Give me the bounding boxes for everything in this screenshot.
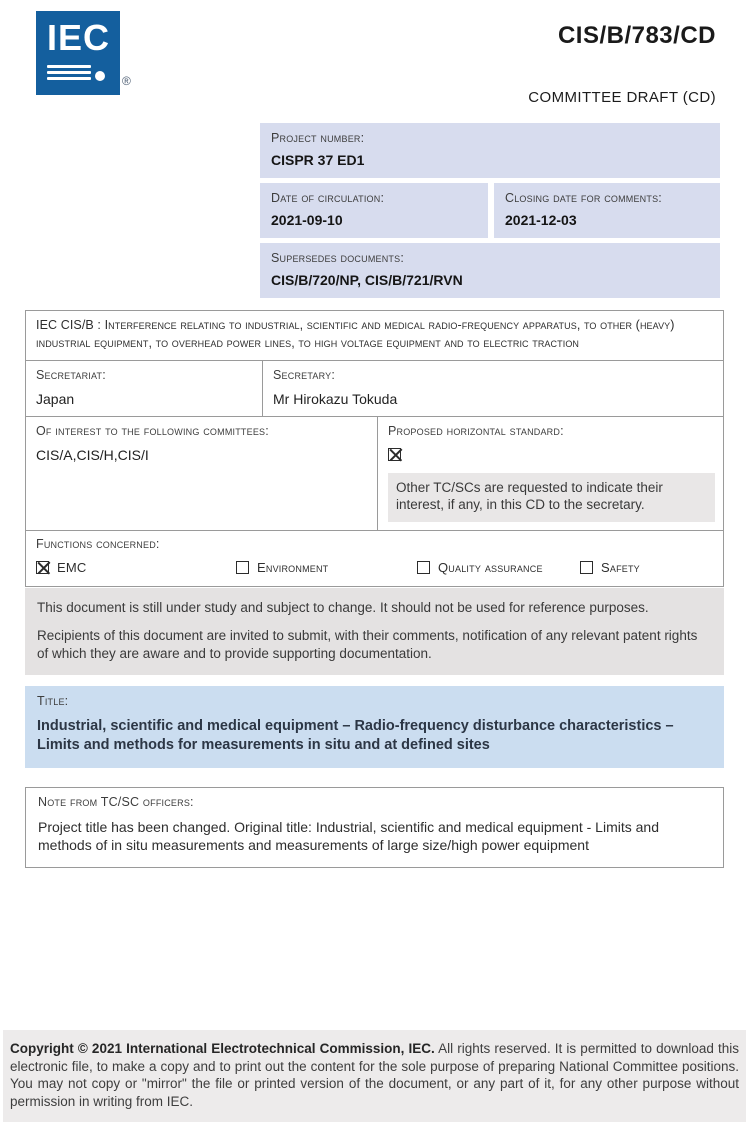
closing-date-value: 2021-12-03	[505, 212, 577, 228]
function-option-safety	[580, 560, 640, 575]
supersedes-label: Supersedes documents:	[271, 251, 404, 265]
horizontal-standard-checkbox	[388, 448, 401, 461]
quality-assurance-label: Quality assurance	[438, 559, 543, 575]
horizontal-standard-label: Proposed horizontal standard:	[388, 423, 564, 438]
interest-cell	[26, 417, 378, 530]
title-value: Industrial, scientific and medical equipment – Radio-frequency disturbance characteristics – Limits and methods for measurements in situ and at defined sites	[37, 718, 674, 753]
secretariat-cell	[26, 361, 263, 416]
closing-date-label: Closing date for comments:	[505, 191, 662, 205]
copyright-footer	[3, 1030, 746, 1122]
secretariat-label: Secretariat:	[36, 367, 106, 382]
copyright-text: All rights reserved. It is permitted to download this electronic file, to make a copy and to print out the content for the sole purpose of preparing National Committee positions. You may not copy or "mirror" the file or printed version of the document, or any part of it, for any other purpose without permission in writing from IEC.	[10, 1041, 740, 1109]
secretary-label: Secretary:	[273, 367, 335, 382]
secretariat-value: Japan	[36, 390, 75, 407]
functions-concerned-box	[25, 530, 724, 587]
date-of-circulation-label: Date of circulation:	[271, 191, 385, 205]
tcsc-note-box	[25, 787, 724, 868]
interest-label: Of interest to the following committees:	[36, 423, 269, 438]
iec-logo-text: IEC	[47, 17, 111, 58]
committee-description: IEC CIS/B : Interference relating to industrial, scientific and medical radio-frequency apparatus, to other (heavy) industrial equipment, to overhead power lines, to high voltage equipment and to electric traction	[25, 310, 724, 361]
closing-date-box	[494, 183, 720, 238]
tcsc-note-value: Project title has been changed. Original title: Industrial, scientific and medical equipment - Limits and methods of in situ measurements and measurements of large size/high power equipment	[38, 819, 659, 854]
horizontal-standard-cell	[378, 417, 723, 530]
function-option-quality-assurance	[417, 560, 580, 575]
function-option-emc	[36, 560, 236, 575]
tcsc-note-label: Note from TC/SC officers:	[38, 795, 194, 809]
supersedes-box	[260, 243, 720, 298]
secretariat-row	[25, 360, 724, 417]
study-notice-box	[25, 588, 724, 675]
document-reference: CIS/B/783/CD	[557, 22, 716, 49]
committee-table	[25, 310, 724, 587]
project-number-label: Project number:	[271, 131, 365, 145]
interest-row	[25, 416, 724, 531]
iec-logo-dot-icon	[95, 71, 105, 81]
study-notice-paragraph-2: Recipients of this document are invited to submit, with their comments, notification of any relevant patent rights of which they are aware and to provide supporting documentation.	[37, 628, 698, 661]
project-number-value: CISPR 37 ED1	[271, 152, 365, 168]
title-box	[25, 686, 724, 768]
secretary-cell	[263, 361, 723, 416]
dates-row	[260, 183, 720, 238]
interest-value: CIS/A,CIS/H,CIS/I	[36, 446, 149, 463]
function-option-environment	[236, 560, 417, 575]
safety-checkbox	[580, 561, 593, 574]
project-number-box	[260, 123, 720, 178]
functions-options-row	[36, 560, 713, 575]
horizontal-standard-note: Other TC/SCs are requested to indicate their interest, if any, in this CD to the secretary.	[388, 473, 715, 522]
emc-label: EMC	[57, 559, 87, 575]
supersedes-value: CIS/B/720/NP, CIS/B/721/RVN	[271, 272, 463, 288]
date-of-circulation-value: 2021-09-10	[271, 212, 343, 228]
emc-checkbox	[36, 561, 49, 574]
document-type-heading: COMMITTEE DRAFT (CD)	[528, 89, 716, 106]
copyright-bold-text: Copyright © 2021 International Electrotechnical Commission, IEC.	[10, 1041, 435, 1056]
environment-checkbox	[236, 561, 249, 574]
safety-label: Safety	[601, 559, 640, 575]
quality-assurance-checkbox	[417, 561, 430, 574]
date-of-circulation-box	[260, 183, 488, 238]
functions-concerned-label: Functions concerned:	[36, 536, 160, 551]
project-info-table	[260, 123, 720, 298]
secretary-value: Mr Hirokazu Tokuda	[273, 390, 398, 407]
environment-label: Environment	[257, 559, 329, 575]
iec-logo	[36, 11, 120, 95]
study-notice-paragraph-1: This document is still under study and subject to change. It should not be used for reference purposes.	[37, 600, 649, 615]
registered-trademark-icon: ®	[122, 74, 131, 88]
iec-logo-lines-icon	[47, 62, 91, 80]
title-label: Title:	[37, 694, 69, 708]
